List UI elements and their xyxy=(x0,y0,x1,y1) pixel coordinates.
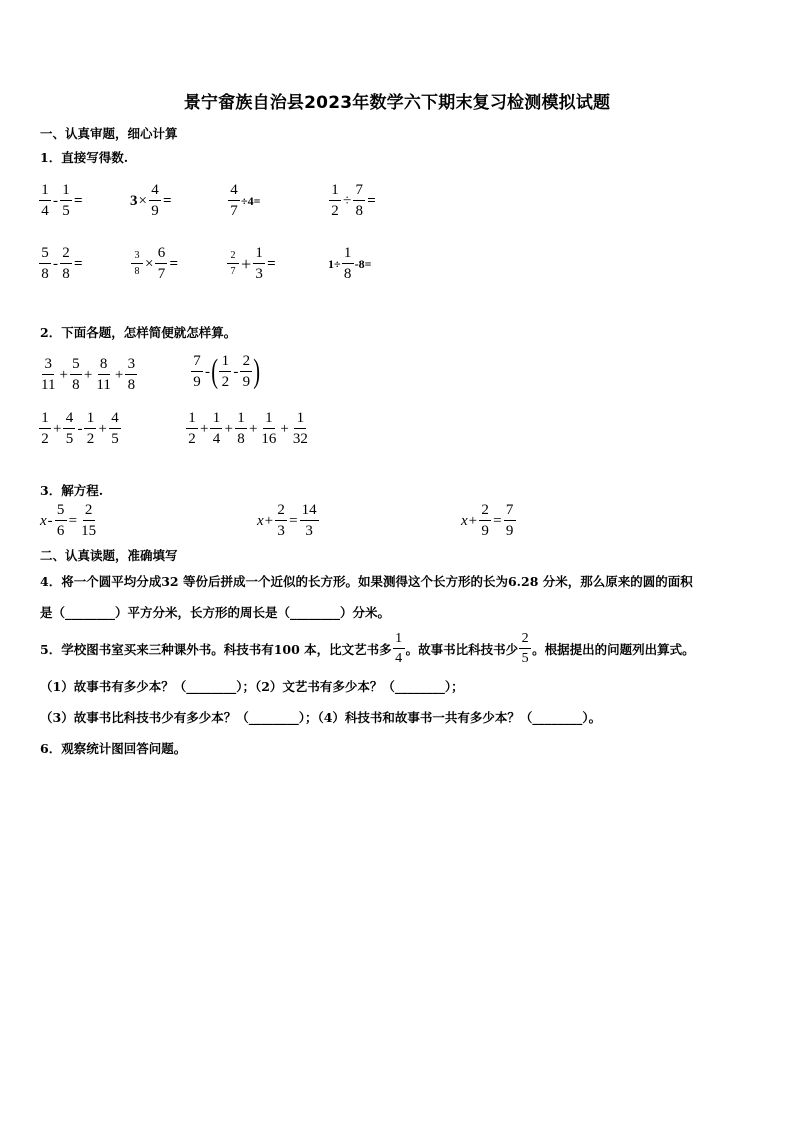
question-5-subparts-1-2: （1）故事书有多少本？（________）；（2）文艺书有多少本？（________）； xyxy=(40,679,464,694)
q3-equation-1: x - $\frac{5}{6}$ = $\frac{2}{15}$ xyxy=(40,502,97,539)
fraction-one-quarter: 1 4 xyxy=(393,632,405,666)
fraction: $\frac{4}{7}$ xyxy=(228,183,240,219)
section-1-heading: 一、认真审题，细心计算 xyxy=(40,126,178,141)
q1-item-2: 3 × $\frac{4}{9}$ = xyxy=(130,182,172,219)
fraction: 2 7 xyxy=(227,251,239,277)
question-5-subparts-3-4: （3）故事书比科技书少有多少本？（________）；（4）科技书和故事书一共有多少本？（________）。 xyxy=(40,710,602,725)
fraction: $\frac{2}{8}$ xyxy=(60,246,72,282)
q2-expression-3: 1 2 + $\frac{4}{5}$ - 1 2 + $\frac{4}{5}$ xyxy=(38,411,122,447)
q1-item-3: $\frac{4}{7}$ ÷4= xyxy=(227,183,260,219)
fraction: 1 4 xyxy=(39,183,51,219)
question-5-stem: 5．学校图书室买来三种课外书。科技书有100 本，比文艺书多 1 4 。故事书比科技书少 2 5 。根据提出的问题列出算式。 xyxy=(40,631,695,666)
q1-item-6: $\frac{3}{8}$ × $\frac{6}{7}$ = xyxy=(130,246,179,282)
question-6-label: 6．观察统计图回答问题。 xyxy=(40,741,187,756)
question-4-line-2: 是（________）平方分米，长方形的周长是（________）分米。 xyxy=(40,605,391,620)
q1-item-5: 5 8 - $\frac{2}{8}$ = xyxy=(38,246,84,282)
section-2-heading: 二、认真读题，准确填写 xyxy=(40,548,178,563)
q1-item-8: 1÷ $\frac{1}{8}$ -8= xyxy=(328,245,372,282)
q3-equation-3: x + $\frac{2}{9}$ = $\frac{7}{9}$ xyxy=(461,503,517,539)
fraction: $\frac{1}{2}$ xyxy=(329,183,341,219)
question-1-label: 1．直接写得数. xyxy=(40,150,129,165)
q2-expression-1: 3 11 + $\frac{5}{8}$ + $\frac{8}{11}$ + $\frac{3}{8}$ xyxy=(38,357,138,393)
question-3-label: 3．解方程. xyxy=(40,483,104,498)
fraction: $\frac{7}{8}$ xyxy=(353,183,365,219)
q1-item-1: 1 4 - $\frac{1}{5}$ = xyxy=(38,183,84,219)
page-title: 景宁畲族自治县2023年数学六下期末复习检测模拟试题 xyxy=(183,93,611,113)
fraction-two-fifths: 2 5 xyxy=(519,632,531,666)
question-2-label: 2．下面各题，怎样简便就怎样算。 xyxy=(40,325,237,340)
q1-item-4: $\frac{1}{2}$ ÷ $\frac{7}{8}$ = xyxy=(328,183,377,219)
fraction: $\frac{3}{8}$ xyxy=(131,251,143,277)
fraction: $\frac{6}{7}$ xyxy=(155,246,167,282)
fraction: $\frac{4}{9}$ xyxy=(149,183,161,219)
q1-item-7: 2 7 + $\frac{1}{3}$ = xyxy=(226,246,277,282)
q2-expression-2: 7 9 - ( 1 2 - 2 9 ) xyxy=(190,354,261,390)
fraction: 5 8 xyxy=(39,246,51,282)
fraction: $\frac{1}{3}$ xyxy=(253,246,265,282)
fraction: $\frac{1}{8}$ xyxy=(342,246,354,282)
q3-equation-2: x + $\frac{2}{3}$ = $\frac{14}{3}$ xyxy=(257,502,317,539)
fraction: $\frac{1}{5}$ xyxy=(60,183,72,219)
question-4-line-1: 4．将一个圆平均分成32 等份后拼成一个近似的长方形。如果测得这个长方形的长为6.28 分米，那么原来的圆的面积 xyxy=(40,574,693,589)
q2-expression-4: 1 2 + $\frac{1}{4}$ + $\frac{1}{8}$ + $\frac{1}{16}$ + $\frac{1}{32}$ xyxy=(185,411,311,447)
